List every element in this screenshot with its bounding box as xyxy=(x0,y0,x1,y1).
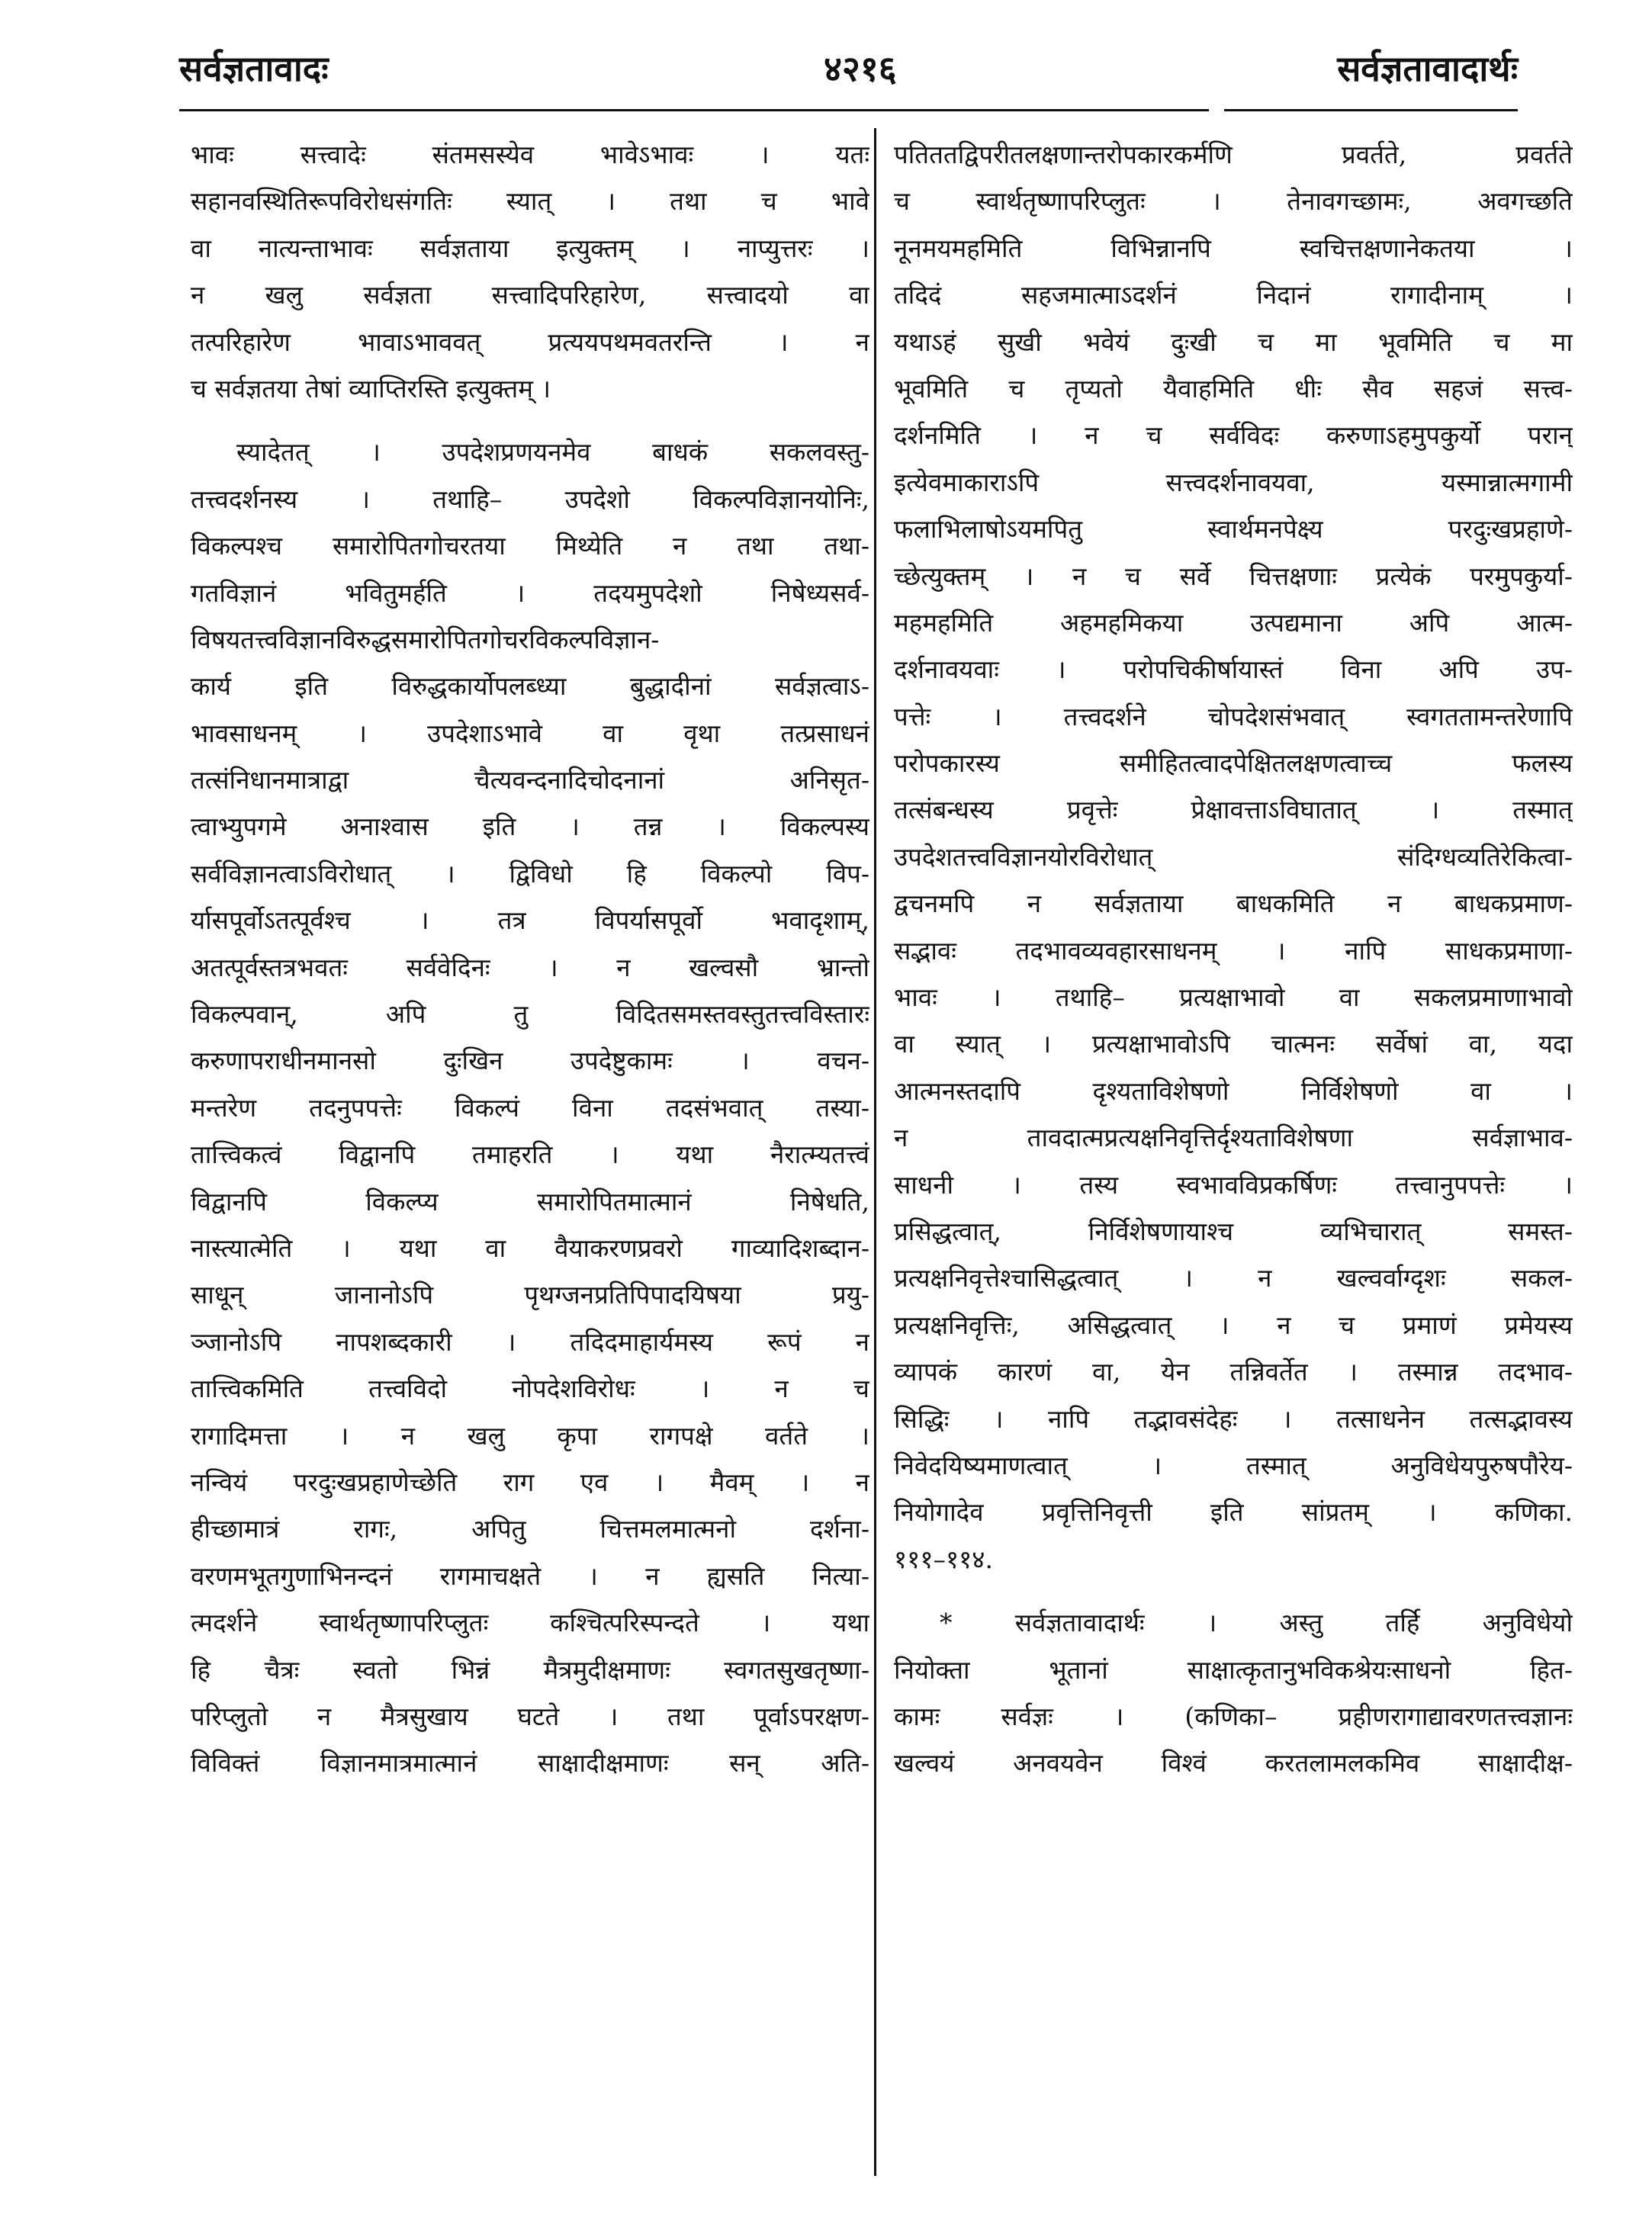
text-line: तात्त्विकमिति तत्त्वविदो नोपदेशविरोधः । न च xyxy=(191,1374,869,1404)
paragraph-start-line: स्यादेतत् । उपदेशप्रणयनमेव बाधकं सकलवस्तु- xyxy=(236,437,869,468)
text-line: गतविज्ञानं भवितुमर्हति । तदयमुपदेशो निषेध्यसर्व- xyxy=(191,577,869,608)
text-line: सद्भावः तदभावव्यवहारसाधनम् । नापि साधकप्रमाणा- xyxy=(894,935,1573,966)
text-line: पतिततद्विपरीतलक्षणान्तरोपकारकर्मणि प्रवर्तते, प्रवर्तते xyxy=(894,140,1573,169)
text-line: परोपकारस्य समीहितत्वादपेक्षितलक्षणत्वाच्च फलस्य xyxy=(894,748,1573,779)
text-line: द्वचनमपि न सर्वज्ञताया बाधकमिति न बाधकप्रमाण- xyxy=(894,888,1573,919)
text-line: विकल्पवान्, अपि तु विदितसमस्तवस्तुतत्त्वविस्तारः xyxy=(191,999,869,1030)
header-left-title: सर्वज्ञतावादः xyxy=(179,48,329,89)
text-line: व्यापकं कारणं वा, येन तन्निवर्तेत । तस्मान्न तदभाव- xyxy=(894,1357,1573,1387)
text-line: नास्त्यात्मेति । यथा वा वैयाकरणप्रवरो गाव्यादिशब्दान- xyxy=(191,1232,869,1263)
text-line: वरणमभूतगुणाभिनन्दनं रागमाचक्षते । न ह्यसति नित्या- xyxy=(191,1560,869,1591)
column-divider xyxy=(874,128,876,2176)
text-line: भावसाधनम् । उपदेशाऽभावे वा वृथा तत्प्रसाधनं xyxy=(191,718,869,748)
text-line: प्रत्यक्षनिवृत्तिः, असिद्धत्वात् । न च प्रमाणं प्रमेयस्य xyxy=(894,1309,1573,1340)
paragraph-start-line: * सर्वज्ञतावादार्थः । अस्तु तर्हि अनुविधेयो xyxy=(940,1608,1573,1638)
text-line: इत्येवमाकाराऽपि सत्त्वदर्शनावयवा, यस्मान्नात्मगामी xyxy=(894,467,1573,497)
left-column xyxy=(191,131,869,1787)
text-line: तत्त्वदर्शनस्य । तथाहि– उपदेशो विकल्पविज्ञानयोनिः, xyxy=(191,484,869,514)
text-line: परिप्लुतो न मैत्रसुखाय घटते । तथा पूर्वाऽपरक्षण- xyxy=(191,1701,869,1731)
text-line: दर्शनावयवाः । परोपचिकीर्षायास्तं विना अपि उप- xyxy=(894,654,1573,685)
text-line: तात्त्विकत्वं विद्वानपि तमाहरति । यथा नैरात्म्यतत्त्वं xyxy=(191,1139,869,1170)
text-line: भावः । तथाहि– प्रत्यक्षाभावो वा सकलप्रमाणाभावो xyxy=(894,982,1573,1013)
text-line: त्वाभ्युपगमे अनाश्वास इति । तन्न । विकल्पस्य xyxy=(191,811,869,842)
text-line: च स्वार्थतृष्णापरिप्लुतः । तेनावगच्छामः, अवगच्छति xyxy=(894,186,1573,217)
text-line: प्रत्यक्षनिवृत्तेश्चासिद्धत्वात् । न खल्वर्वाग्दृशः सकल- xyxy=(894,1263,1573,1293)
text-line: कामः सर्वज्ञः । (कणिका– प्रहीणरागाद्यावरणतत्त्वज्ञानः xyxy=(894,1701,1573,1731)
header-rule-right xyxy=(1224,109,1518,111)
page-header xyxy=(179,44,1518,105)
text-line: विषयतत्त्वविज्ञानविरुद्धसमारोपितगोचरविकल्पविज्ञान- xyxy=(191,624,660,654)
text-line: करुणापराधीनमानसो दुःखिन उपदेष्टुकामः । वचन- xyxy=(191,1046,869,1076)
text-line: उपदेशतत्त्वविज्ञानयोरविरोधात् संदिग्धव्यतिरेकित्वा- xyxy=(894,841,1573,872)
text-line: च सर्वज्ञतया तेषां व्याप्तिरस्ति इत्युक्तम् । xyxy=(191,373,551,403)
text-line: सहानवस्थितिरूपविरोधसंगतिः स्यात् । तथा च भावे xyxy=(191,186,869,217)
text-line: नूनमयमहमिति विभिन्नानपि स्वचित्तक्षणानेकतया । xyxy=(894,233,1573,263)
text-line: न खलु सर्वज्ञता सत्त्वादिपरिहारेण, सत्त्वादयो वा xyxy=(191,280,869,310)
text-line: न तावदात्मप्रत्यक्षनिवृत्तिर्दृश्यताविशेषणा सर्वज्ञाभाव- xyxy=(894,1123,1573,1153)
text-line: विविक्तं विज्ञानमात्रमात्मानं साक्षादीक्षमाणः सन् अति- xyxy=(191,1748,869,1779)
text-line: साधनी । तस्य स्वभावविप्रकर्षिणः तत्त्वानुपपत्तेः । xyxy=(894,1169,1573,1200)
text-line: खल्वयं अनवयवेन विश्वं करतलामलकमिव साक्षादीक्ष- xyxy=(894,1748,1573,1779)
text-line: प्रसिद्धत्वात्, निर्विशेषणायाश्च व्यभिचारात् समस्त- xyxy=(894,1216,1573,1246)
text-line: भूवमिति च तृप्यतो यैवाहमिति धीः सैव सहजं सत्त्व- xyxy=(894,373,1573,403)
text-line: यथाऽहं सुखी भवेयं दुःखी च मा भूवमिति च मा xyxy=(894,326,1573,357)
text-line: र्यासपूर्वोऽतत्पूर्वश्च । तत्र विपर्यासपूर्वो भवादृशाम्, xyxy=(191,905,869,936)
text-line: नन्वियं परदुःखप्रहाणेच्छेति राग एव । मैवम् । न xyxy=(191,1467,869,1497)
text-line: च्छेत्युक्तम् । न च सर्वे चित्तक्षणाः प्रत्येकं परमुपकुर्या- xyxy=(894,561,1573,591)
header-rule-left xyxy=(179,109,1209,111)
text-line: तदिदं सहजमात्माऽदर्शनं निदानं रागादीनाम् । xyxy=(894,280,1573,310)
text-line: निवेदयिष्यमाणत्वात् । तस्मात् अनुविधेयपुरुषपौरेय- xyxy=(894,1450,1573,1480)
text-line: वा नात्यन्ताभावः सर्वज्ञताया इत्युक्तम् । नाप्युत्तरः । xyxy=(191,233,869,263)
text-line: हि चैत्रः स्वतो भिन्नं मैत्रमुदीक्षमाणः स्वगतसुखतृष्णा- xyxy=(191,1654,869,1685)
text-line: महमहमिति अहमहमिकया उत्पद्यमाना अपि आत्म- xyxy=(894,607,1573,638)
text-line: भावः सत्त्वादेः संतमसस्येव भावेऽभावः । यतः xyxy=(191,140,869,169)
text-line: कार्य इति विरुद्धकार्योपलब्ध्या बुद्धादीनां सर्वज्ञत्वाऽ- xyxy=(191,671,869,702)
text-line: पत्तेः । तत्त्वदर्शने चोपदेशसंभवात् स्वगततामन्तरेणापि xyxy=(894,701,1573,731)
text-line: मन्तरेण तदनुपपत्तेः विकल्पं विना तदसंभवात् तस्या- xyxy=(191,1092,869,1123)
text-line: साधून् जानानोऽपि पृथग्जनप्रतिपिपादयिषया प्रयु- xyxy=(191,1280,869,1310)
text-line: तत्संबन्धस्य प्रवृत्तेः प्रेक्षावत्ताऽविघातात् । तस्मात् xyxy=(894,795,1573,825)
text-line: विद्वानपि विकल्प्य समारोपितमात्मानं निषेधति, xyxy=(191,1186,869,1216)
text-line: हीच्छामात्रं रागः, अपितु चित्तमलमात्मनो दर्शना- xyxy=(191,1514,869,1544)
text-line: ञ्जानोऽपि नापशब्दकारी । तदिदमाहार्यमस्य रूपं न xyxy=(191,1326,869,1357)
text-line: दर्शनमिति । न च सर्वविदः करुणाऽहमुपकुर्यो परान् xyxy=(894,420,1573,451)
text-line: नियोक्ता भूतानां साक्षात्कृतानुभविकश्रेयःसाधनो हित- xyxy=(894,1654,1573,1685)
reference-line: १११–११४. xyxy=(894,1544,993,1574)
header-right-title: सर्वज्ञतावादार्थः xyxy=(1337,48,1518,89)
right-column xyxy=(894,131,1573,1787)
text-line: नियोगादेव प्रवृत्तिनिवृत्ती इति सांप्रतम् । कणिका. xyxy=(894,1497,1573,1528)
text-line: तत्संनिधानमात्राद्वा चैत्यवन्दनादिचोदनानां अनिसृत- xyxy=(191,765,869,795)
text-line: विकल्पश्च समारोपितगोचरतया मिथ्येति न तथा तथा- xyxy=(191,531,869,561)
text-line: वा स्यात् । प्रत्यक्षाभावोऽपि चात्मनः सर्वेषां वा, यदा xyxy=(894,1029,1573,1059)
text-line: रागादिमत्ता । न खलु कृपा रागपक्षे वर्तते । xyxy=(191,1420,869,1451)
page-number: ४२१६ xyxy=(824,48,897,89)
text-line: त्मदर्शने स्वार्थतृष्णापरिप्लुतः कश्चित्परिस्पन्दते । यथा xyxy=(191,1608,869,1638)
text-line: अतत्पूर्वस्तत्रभवतः सर्ववेदिनः । न खल्वसौ भ्रान्तो xyxy=(191,952,869,982)
text-line: आत्मनस्तदापि दृश्यताविशेषणो निर्विशेषणो वा । xyxy=(894,1075,1573,1106)
text-line: सर्वविज्ञानत्वाऽविरोधात् । द्विविधो हि विकल्पो विप- xyxy=(191,858,869,888)
text-line: तत्परिहारेण भावाऽभाववत् प्रत्ययपथमवतरन्ति । न xyxy=(191,326,869,357)
text-line: सिद्धिः । नापि तद्भावसंदेहः । तत्साधनेन तत्सद्भावस्य xyxy=(894,1403,1573,1434)
text-line: फलाभिलाषोऽयमपितु स्वार्थमनपेक्ष्य परदुःखप्रहाणे- xyxy=(894,514,1573,545)
